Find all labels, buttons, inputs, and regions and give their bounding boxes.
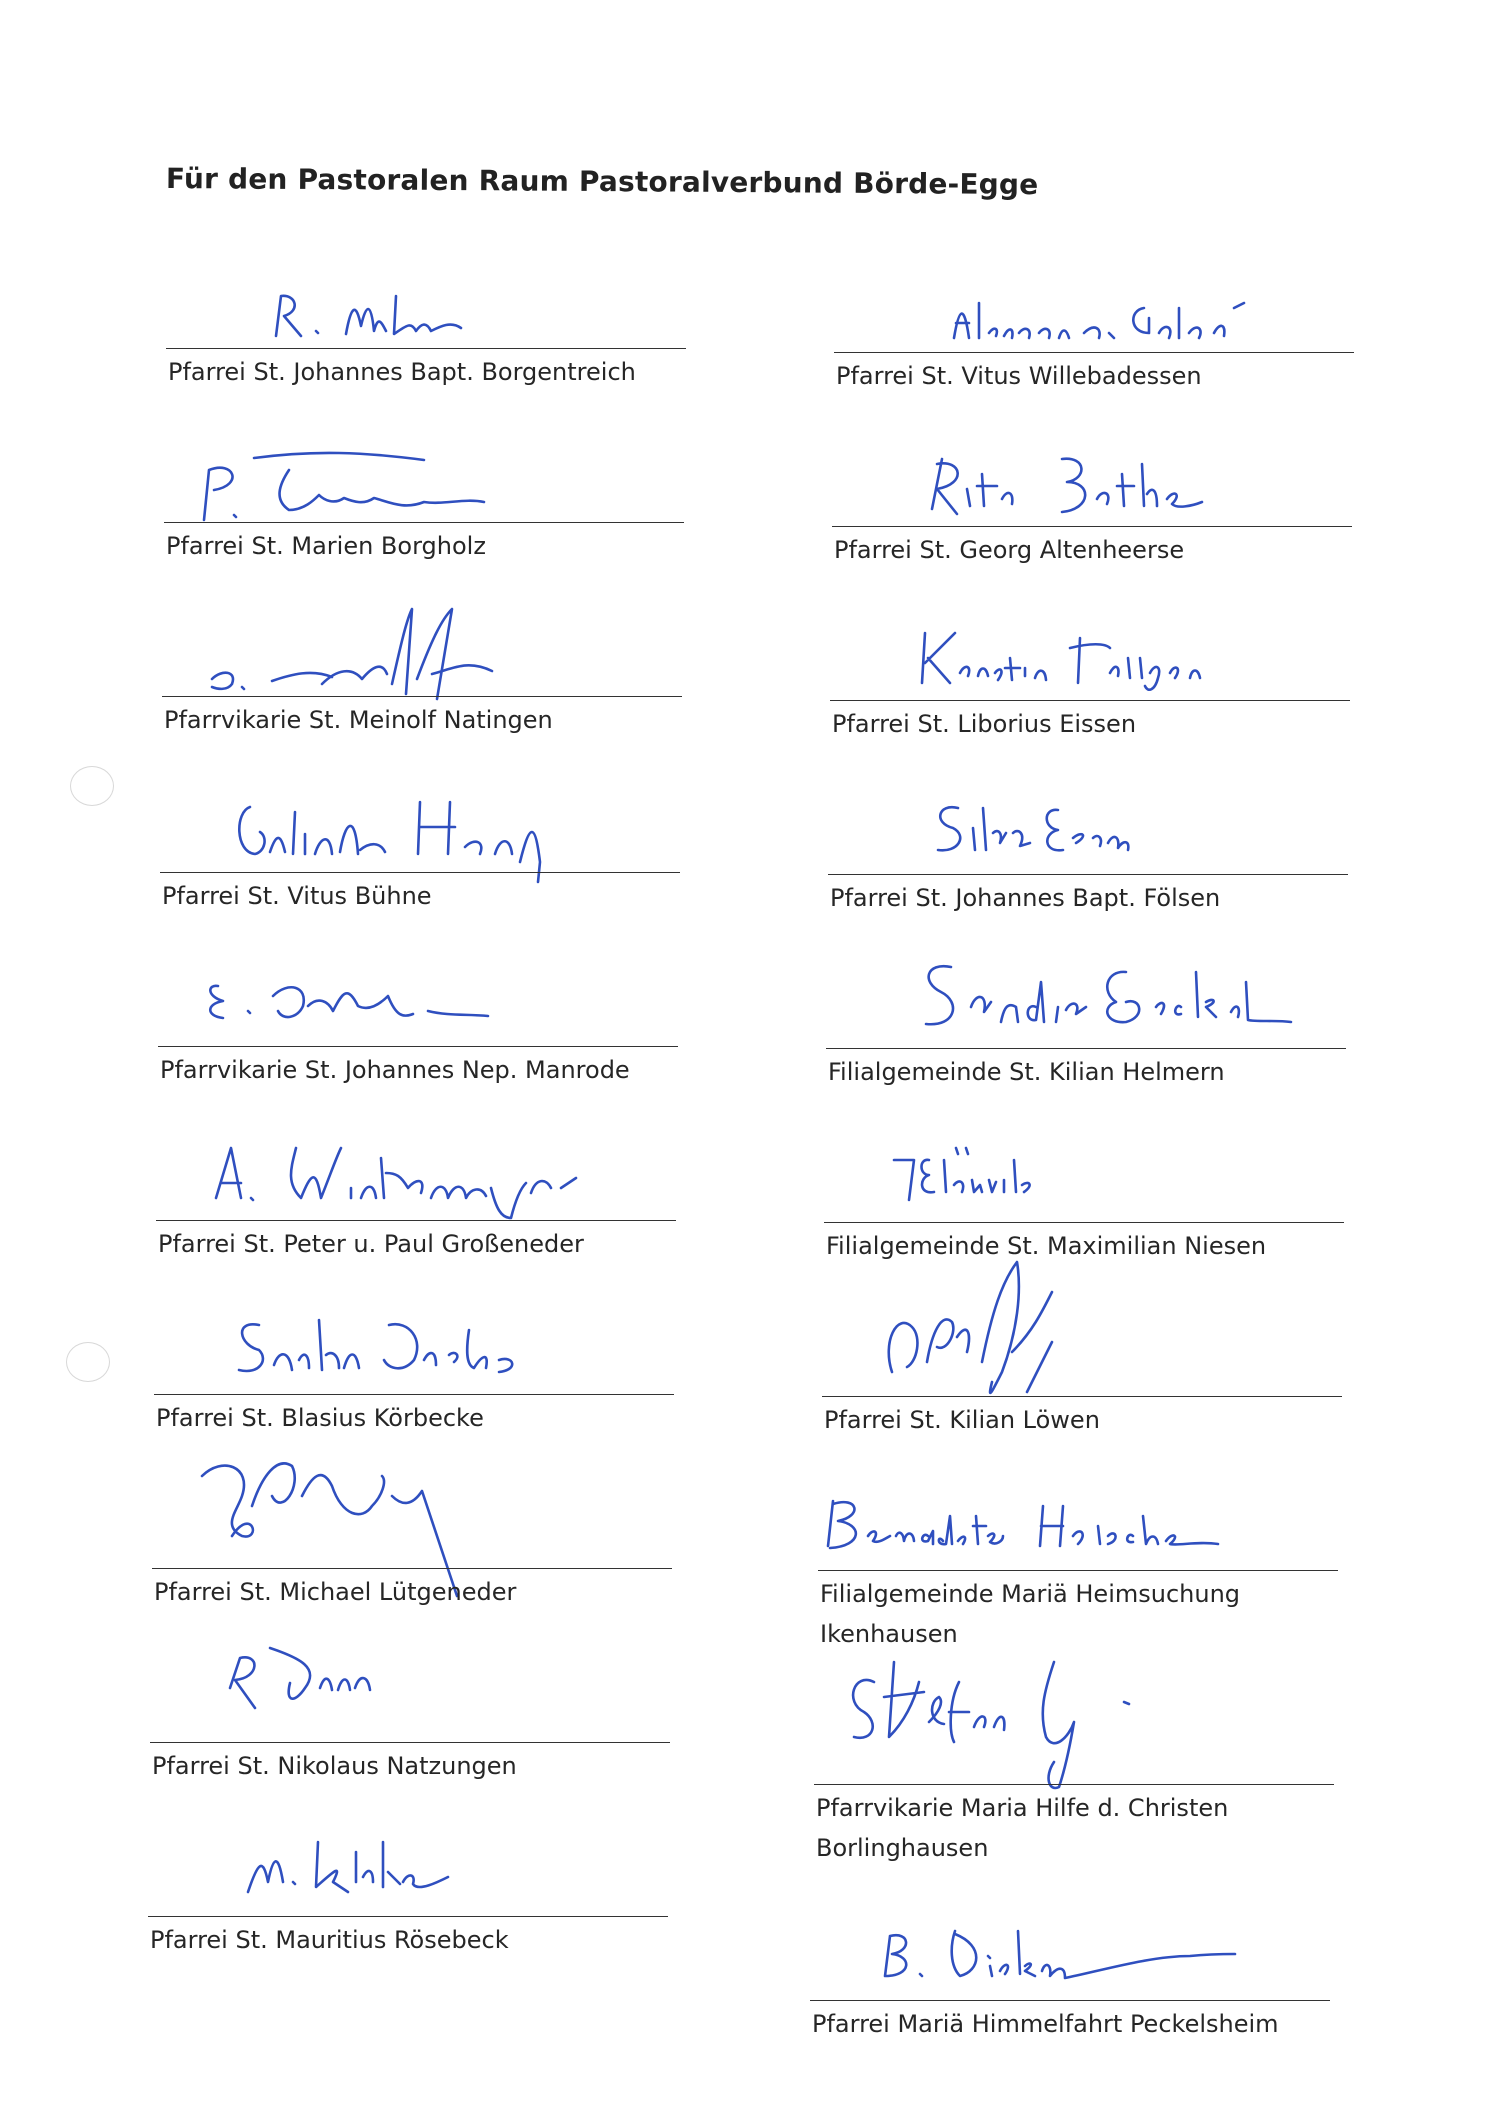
handwritten-signature <box>214 1300 594 1390</box>
handwritten-signature <box>220 1628 600 1738</box>
signature-block <box>158 994 678 1114</box>
handwritten-signature <box>896 952 1316 1042</box>
signature-block <box>834 300 1354 420</box>
signature-block <box>810 1948 1330 2068</box>
parish-label: Filialgemeinde St. Kilian Helmern <box>828 1058 1225 1086</box>
parish-label: Pfarrei St. Georg Altenheerse <box>834 536 1185 564</box>
parish-label: Pfarrei St. Marien Borgholz <box>166 532 486 560</box>
signature-line <box>156 1220 676 1221</box>
signature-line <box>160 872 680 873</box>
parish-label: Pfarrei St. Peter u. Paul Großeneder <box>158 1230 584 1258</box>
parish-label: Pfarrei St. Vitus Bühne <box>162 882 432 910</box>
signature-line <box>826 1048 1346 1049</box>
signature-block <box>814 1732 1334 1862</box>
signature-block <box>150 1690 670 1810</box>
signature-line <box>166 348 686 349</box>
signature-block <box>148 1864 668 1984</box>
signature-line <box>824 1222 1344 1223</box>
handwritten-signature <box>192 599 552 699</box>
parish-label: Pfarrei St. Michael Lütgeneder <box>154 1578 517 1606</box>
handwritten-signature <box>874 1140 1274 1220</box>
page-heading: Für den Pastoralen Raum Pastoralverbund Börde-Egge <box>165 162 1039 202</box>
parish-label: Pfarrei St. Johannes Bapt. Fölsen <box>830 884 1221 912</box>
handwritten-signature <box>912 444 1312 524</box>
signature-line <box>158 1046 678 1047</box>
parish-label: Pfarrei St. Vitus Willebadessen <box>836 362 1202 390</box>
signature-block <box>164 470 684 590</box>
signature-block <box>160 820 680 940</box>
parish-label: Pfarrei St. Nikolaus Natzungen <box>152 1752 517 1780</box>
handwritten-signature <box>220 782 600 872</box>
parish-label: Pfarrei St. Mauritius Rösebeck <box>150 1926 509 1954</box>
signature-line <box>148 1916 668 1917</box>
signature-block <box>156 1168 676 1288</box>
handwritten-signature <box>186 1128 606 1218</box>
parish-label: Pfarrvikarie St. Meinolf Natingen <box>164 706 553 734</box>
parish-label: Pfarrei St. Liborius Eissen <box>832 710 1137 738</box>
signature-block <box>832 474 1352 594</box>
signature-line <box>830 700 1350 701</box>
parish-label: Pfarrvikarie Maria Hilfe d. Christen Borlinghausen <box>816 1794 1229 1862</box>
handwritten-signature <box>908 788 1308 868</box>
signature-line <box>832 526 1352 527</box>
handwritten-signature <box>198 956 578 1046</box>
signature-line <box>822 1396 1342 1397</box>
handwritten-signature <box>934 288 1334 348</box>
handwritten-signature <box>192 1436 612 1586</box>
handwritten-signature <box>256 286 616 346</box>
signature-block <box>152 1516 672 1636</box>
signature-block <box>818 1518 1338 1648</box>
parish-label: Pfarrei Mariä Himmelfahrt Peckelsheim <box>812 2010 1279 2038</box>
handwritten-signature <box>900 618 1300 698</box>
signature-line <box>150 1742 670 1743</box>
parish-label: Pfarrei St. Kilian Löwen <box>824 1406 1100 1434</box>
parish-label: Pfarrei St. Johannes Bapt. Borgentreich <box>168 358 636 386</box>
signature-line <box>164 522 684 523</box>
handwritten-signature <box>238 1822 538 1912</box>
signature-block <box>830 648 1350 768</box>
signature-line <box>814 1784 1334 1785</box>
signature-line <box>828 874 1348 875</box>
signature-block <box>828 822 1348 942</box>
handwritten-signature <box>818 1486 1258 1566</box>
signature-block <box>822 1344 1342 1464</box>
signature-block <box>166 296 686 416</box>
signature-line <box>154 1394 674 1395</box>
parish-label: Filialgemeinde St. Maximilian Niesen <box>826 1232 1267 1260</box>
parish-label: Pfarrvikarie St. Johannes Nep. Manrode <box>160 1056 630 1084</box>
handwritten-signature <box>194 440 574 530</box>
handwritten-signature <box>870 1916 1290 1986</box>
signature-line <box>810 2000 1330 2001</box>
signature-line <box>152 1568 672 1569</box>
punch-hole <box>70 766 114 806</box>
signature-block <box>826 996 1346 1116</box>
parish-label: Filialgemeinde Mariä Heimsuchung Ikenhausen <box>820 1580 1241 1648</box>
signature-line <box>834 352 1354 353</box>
handwritten-signature <box>834 1642 1234 1792</box>
parish-label: Pfarrei St. Blasius Körbecke <box>156 1404 484 1432</box>
signature-line <box>162 696 682 697</box>
punch-hole <box>66 1342 110 1382</box>
signature-line <box>818 1570 1338 1571</box>
signature-block <box>162 644 682 764</box>
